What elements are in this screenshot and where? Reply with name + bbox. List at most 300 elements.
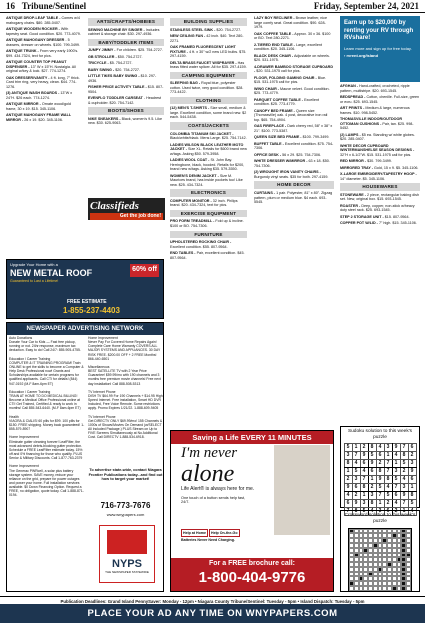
listing-title: LADIES WILSON BLACK LEATHER MOTO JACKET - [170, 142, 244, 152]
nypa-left-column: Auto Donations Donate Your Car to Kids — Fast free pickup, running or not. 24hr response, maximum tax deduction. Easy to do! Call 24/7: 855-905-4755. Education / Career Training COMPUTER & IT TRAINING PROGRAM! Train ONLINE to get the skills to become a Computer & Help Desk Professional now! Grants and Scholarships available for certain programs for qualified applicants. Call CTI for details! (844) 947-0192 (M-F 8am-6pm ET) Education / Career Training TRAIN AT HOME TO DO MEDICAL BILLING! Become a Medical Office Professional online at CTI! Get Trained, Certified & ready to work in months! Call 855-543-6440. (M-F 8am-6pm ET) Health VIAGRA & CIALIS! 60 pills for $99. 100 pills for $150. FREE shipping. Money back guaranteed! 1-855-579-8907 Home Improvement Eliminate gutter cleaning forever! LeafFilter, the most advanced debris-blocking gutter protection. Schedule a FREE LeafFilter estimate today. 15% off and 0% financing for those who qualify. PLUS Senior & Military Discounts. Call 1-877-763-2379 Home Improvement The Generac PWRcell, a solar plus battery storage system. SAVE money, reduce your reliance on the grid, prepare for power outages and power your home. Full installation services available. $0 Down Financing Option. Request a FREE, no obligation, quote today. Call 1-888-871-0194. [9, 336, 85, 498]
listing-details: $15. 807-9564. [384, 214, 410, 219]
classifieds-title: Classifieds [90, 200, 139, 212]
nypa-logo-text: NYPS [112, 558, 142, 570]
listing-title: NEW CEILING FAN - [170, 34, 206, 39]
listing-title: CURTAINS - [254, 191, 276, 196]
nypa-url[interactable]: www.wnypapers.com [106, 512, 145, 517]
listing-title: FISHER PRICE ACTIVITY TABLE - [88, 85, 147, 90]
listing-title: ANTIQUE TRUNK - [6, 49, 39, 54]
classified-listing [254, 191, 334, 205]
section-heading: HOUSEWARES [340, 183, 420, 191]
listing-title: ANTIQUE MAHOGANY FRAME WALL MIRROR - [6, 113, 72, 122]
sudoku-row [344, 491, 416, 499]
classified-listing [170, 132, 247, 141]
sudoku-cell: 3 [352, 475, 360, 483]
listing-details: Ornate wood/gold frame, 30 x 19. $15. 345-1106. [6, 102, 71, 111]
sudoku-cell: 6 [408, 475, 416, 483]
listing-details: Queen size (Thomasville) oak. 4 post, decorative iron rail top. $65. 754-4904. [254, 108, 328, 122]
sudoku-cell: 2 [352, 491, 360, 499]
sudoku-cell: 5 [344, 443, 352, 451]
nypa-phone[interactable]: 716-773-7676 [100, 501, 151, 510]
sudoku-cell: 3 [376, 507, 384, 515]
place-ad-banner[interactable]: PLACE YOUR AD ANY TIME ON WNYPAPERS.COM [0, 604, 425, 623]
sudoku-cell: 9 [360, 451, 368, 459]
sudoku-cell: 3 [392, 467, 400, 475]
classified-listing [340, 204, 420, 213]
classified-listing [170, 61, 247, 70]
classified-listing [88, 74, 164, 83]
listing-title: LAZY BOY RECLINER - [254, 16, 295, 20]
crossword-cell [406, 586, 411, 591]
listing-details: $15. 807-9504. [88, 85, 164, 94]
classifieds-subtitle: Get the job done! [90, 213, 163, 219]
listing-title: THOMASVILLE INDOOR/OUTDOOR OTTOMAN CUSHIONS - [340, 117, 403, 126]
classified-listing [88, 96, 164, 105]
classified-listing [340, 215, 420, 220]
column-furniture-home-decor [254, 16, 334, 441]
sudoku-cell: 7 [360, 475, 368, 483]
classified-listing [170, 174, 247, 188]
listing-title: GAS FIREPLACE - [254, 124, 287, 129]
listing-details: Royal blue, polyester cotton. Used twice, very good condition. $28. 773-4422. [170, 81, 244, 95]
listing-title: BUFFET TABLE - [254, 141, 284, 146]
roof-ad-headline: NEW METAL ROOF [10, 267, 93, 278]
sudoku-cell: 8 [344, 459, 352, 467]
listing-title: LITTLE TIKES BABY SWING - [88, 74, 140, 79]
listing-details: 1 pair. Polyester, 81" x 80". Zigzag pattern, plum or medium blue. $4 each. 693-5545. [254, 191, 333, 205]
listing-title: NIKE SNEAKERS - [88, 116, 121, 121]
classified-listing [88, 117, 164, 126]
sudoku-cell: 3 [360, 499, 368, 507]
sudoku-row [344, 451, 416, 459]
nypa-title: NEWSPAPER ADVERTISING NETWORK [7, 323, 163, 335]
listing-details: Deep, copper, non-stick w/heavy duty steel rack. $25. 693-1545. [340, 203, 415, 213]
classified-listing [88, 85, 164, 94]
listing-title: ART PRINTS - [340, 106, 365, 111]
classified-listing [340, 133, 420, 142]
listing-details: 56 x 29. $25. 754-7306. [282, 152, 322, 157]
sudoku-cell: 8 [368, 499, 376, 507]
listing-details: Medium & large, numerous frames. $10. 998-5452. [340, 106, 410, 115]
sudoku-cell: 1 [384, 451, 392, 459]
sudoku-cell: 6 [376, 451, 384, 459]
classified-listing [254, 54, 334, 63]
sudoku-cell: 2 [360, 443, 368, 451]
classified-listing [340, 166, 420, 171]
sudoku-cell: 4 [352, 459, 360, 467]
classified-listing [340, 221, 420, 226]
life-alert-banner: Saving a Life EVERY 11 MINUTES [171, 431, 333, 444]
sudoku-row [344, 483, 416, 491]
sudoku-cell: 9 [392, 443, 400, 451]
listing-details: Hand-crafted, crocheted, ripple pattern, multistripe. $20. 693-1545. [340, 84, 410, 93]
listing-title: COLOMBIA TITANIUM SKI JACKET - [170, 131, 234, 136]
listing-title: CANOPY BED FRAME - [254, 108, 295, 113]
classified-listing [170, 143, 247, 157]
classified-listing [170, 45, 247, 59]
sudoku-cell: 1 [368, 475, 376, 483]
listing-details: Comes w/4 mahogany chairs. $80. 285-0407. [6, 16, 80, 25]
page-header-left [6, 0, 86, 13]
life-alert-subtext: One touch of a button sends help fast, 24/7. [181, 495, 246, 505]
section-heading: ELECTRONICS [170, 189, 247, 197]
life-alert-ad[interactable] [170, 430, 334, 592]
classified-listing [254, 159, 334, 168]
listing-details: 7" high. $15. 345-1106. [378, 221, 417, 226]
listing-title: ANTIQUE MAHOGANY DRESSER [6, 38, 65, 43]
sudoku-cell: 8 [384, 475, 392, 483]
sudoku-cell: 8 [352, 507, 360, 515]
listing-title: STONEWARE - [340, 192, 366, 197]
listing-title: EVENFLO TODDLER CARSEAT [88, 96, 143, 101]
listing-details: For children. $25. 754-2727. [116, 48, 163, 53]
sudoku-cell: 4 [392, 499, 400, 507]
sudoku-row [344, 499, 416, 507]
listing-details: 63 x 18. $50. 754-7306. [254, 159, 330, 168]
listing-details: Pair, excellent condition. $45. 807-9564. [170, 251, 245, 260]
listing-details: 32 inch. Philips brand. $20. 434-7324, text for pics. [170, 198, 238, 208]
section-heading: BABY/TODDLER ITEMS [88, 39, 164, 47]
listing-details: 4 ft. long, 7" thick. Card trim ring, very heavy, clean. $44. 774-1276. [6, 75, 80, 89]
sudoku-cell: 1 [392, 459, 400, 467]
sudoku-cell: 4 [384, 483, 392, 491]
listing-title: BEDSPREAD - [340, 95, 366, 100]
classified-listing [170, 219, 247, 228]
listing-title: GB STROLLER - [88, 54, 117, 59]
metal-roof-ad[interactable] [6, 259, 164, 319]
listing-title: WHITE DRESSER W/MIRROR - [254, 159, 308, 164]
listing-title: OFFICE DESK - [254, 152, 282, 157]
sudoku-cell: 7 [384, 467, 392, 475]
paper-name: Tribune/Sentinel [21, 1, 87, 11]
sudoku-cell: 4 [408, 507, 416, 515]
sudoku-cell: 4 [344, 491, 352, 499]
sudoku-cell: 4 [360, 467, 368, 475]
roof-ad-discount: 60% off [130, 264, 159, 277]
sudoku-cell: 3 [400, 483, 408, 491]
classified-listing [170, 34, 247, 43]
section-heading: HOME DECOR [254, 181, 334, 189]
listing-details: Black/white/black. Mens Large. $25. 754-7142. [170, 136, 247, 141]
classified-listing [170, 158, 247, 172]
listing-title: (12) MEN'S T-SHIRTS - [170, 106, 210, 111]
sudoku-cell: 2 [376, 459, 384, 467]
sudoku-row [344, 467, 416, 475]
listing-title: WING CHAIR - [254, 86, 279, 91]
listing-title: (3) ANTIQUE WASH BOARDS - [6, 91, 60, 96]
listing-details: Has brass fitted water splicer. All for $35. 297-4159. [170, 60, 247, 70]
listing-details: $50. 754-2727. [117, 54, 143, 59]
column-building-clothing-furniture [170, 16, 247, 441]
sudoku-cell: 5 [368, 451, 376, 459]
sudoku-cell: 7 [384, 459, 392, 467]
listing-details: Gold, 15 x 9. $5. 345-1106. [374, 165, 419, 170]
classified-listing [88, 55, 164, 60]
rvshare-ad[interactable] [340, 16, 420, 82]
classified-listing [6, 16, 82, 25]
classified-listing [88, 68, 164, 73]
sudoku-cell: 9 [368, 459, 376, 467]
listing-details: Excellent condition. $55. 807-9564. [170, 244, 228, 249]
section-heading: BOOTS/SHOES [88, 107, 164, 115]
sudoku-cell: 7 [392, 483, 400, 491]
page-header [0, 0, 425, 13]
sudoku-cell: 9 [376, 475, 384, 483]
life-alert-headline-1: I'm never [181, 445, 238, 462]
roof-ad-guarantee: Guaranteed to Last a Lifetime! [10, 278, 59, 283]
sudoku-cell: 6 [360, 459, 368, 467]
life-alert-photo [274, 445, 330, 535]
listing-details: $20. 531-1975 call for pics. [256, 69, 301, 74]
section-heading: ARTS/CRAFTS/HOBBIES [88, 18, 164, 26]
page-number: 16 [6, 1, 15, 11]
column-home-decor-housewares [340, 84, 420, 459]
life-alert-help-badges [181, 531, 240, 543]
rvshare-ad-subtitle: Learn more and sign up for free today. [344, 45, 412, 51]
classified-listing [254, 98, 334, 107]
listing-title: STEP 2 STORAGE UNIT - [340, 214, 384, 219]
sudoku-cell: 3 [368, 491, 376, 499]
sudoku-cell: 1 [408, 483, 416, 491]
listing-details: 26 x 19. $20. 345-1106. [24, 117, 63, 122]
rvshare-ad-title: Earn up to $20,000 by renting your RV through RVshare! [344, 20, 414, 41]
sudoku-cell: 5 [352, 467, 360, 475]
column-arts-baby-boots [88, 16, 164, 212]
life-alert-headline-2: alone [181, 461, 235, 488]
listing-title: ANTIQUE MIRROR - [6, 102, 41, 107]
sudoku-cell: 6 [344, 499, 352, 507]
classifieds-banner [88, 198, 165, 220]
listing-title: BABY SWING - [88, 67, 115, 72]
batteries-note: Batteries Never Need Charging. [181, 538, 235, 543]
sudoku-cell: 6 [352, 483, 360, 491]
sudoku-cell: 3 [408, 459, 416, 467]
section-heading: CLOTHING [170, 97, 247, 105]
listing-details: $5 ea. Standing w/ white globes. $20. 285-0407. [340, 132, 415, 142]
listing-title: (2) WROUGHT IRON VANITY CHAIRS - [254, 170, 321, 175]
classified-listing [170, 240, 247, 249]
listing-title: OAK COFFEE TABLE - [254, 31, 294, 36]
classified-listing [254, 153, 334, 158]
sudoku-cell: 2 [408, 451, 416, 459]
roof-ad-small: Upgrade Your Home with a [10, 262, 58, 267]
sudoku-cell: 7 [376, 491, 384, 499]
sudoku-cell: 9 [400, 491, 408, 499]
classified-listing [254, 16, 334, 30]
listing-details: 32"H x 6-1/2"W. $15. 531-1975 call for pics. [340, 152, 412, 157]
life-alert-phone[interactable]: 1-800-404-9776 [198, 568, 306, 586]
listing-title: MIRRORED TRAY - [340, 165, 373, 170]
crossword-grid [348, 528, 412, 592]
listing-title: FLOOR, FOLDING GAMING CHAIR - [254, 75, 317, 80]
listing-title: 4-DRAWER BAMBOO STORAGE CUPBOARD - [254, 64, 334, 74]
sudoku-grid [344, 443, 417, 516]
classified-listing [254, 124, 334, 133]
listing-title: ANTIQUE WOODEN ROCKER - [6, 27, 60, 32]
listing-title: BLACK DESK CHAIR - [254, 53, 294, 58]
listing-title: TRICYCLE - [88, 61, 109, 66]
listing-title: PARQUET COFFEE TABLE - [254, 97, 304, 102]
listing-details: - Headrest & cupholder. $20. 754-7142. [88, 96, 162, 105]
listing-title: WHITE DECOR CUPBOARD WINTERMANSHELSE SEASON DESIGNS - [340, 143, 415, 153]
listing-details: 13"W x 24"H. $26 each. 774-1274. [6, 91, 73, 100]
life-alert-text: Life Alert® is always here for me. [181, 486, 255, 493]
sudoku-cell: 9 [352, 499, 360, 507]
listing-details: Dark cherry red, 58" x 38" x 21". $100. 773-5387. [254, 124, 333, 133]
sudoku-cell: 8 [376, 467, 384, 475]
sudoku-solution [340, 426, 420, 515]
sudoku-cell: 4 [376, 443, 384, 451]
crossword-title: Crossword solution to this week's puzzle [344, 513, 416, 524]
sudoku-title: Sudoku solution to this week's puzzle [347, 429, 413, 440]
nypa-ad-network [6, 322, 164, 592]
listing-title: 2-TIERED END TABLE - [254, 42, 295, 47]
section-heading: BUILDING SUPPLIES [170, 18, 247, 26]
classified-listing [254, 65, 334, 74]
listing-details: - 5 drawers, dresser on wheels. $100. 799-3499. [6, 38, 80, 47]
classified-listing [254, 142, 334, 151]
section-heading: EXERCISE EQUIPMENT [170, 210, 247, 218]
listing-title: SLEEPING BAG - [170, 81, 201, 86]
listing-details: $5. 754-2727. [109, 61, 133, 66]
sudoku-cell: 8 [368, 443, 376, 451]
sudoku-cell: 8 [360, 483, 368, 491]
sudoku-cell: 2 [344, 475, 352, 483]
sudoku-cell: 3 [344, 451, 352, 459]
nypa-cta: To advertise state-wide, contact Niagara Frontier Publications today...and find out how to target your market! [88, 468, 163, 482]
sudoku-cell: 6 [368, 467, 376, 475]
classified-listing [6, 38, 82, 47]
listing-title: SEWING MACHINE BY SINGER - [88, 27, 145, 32]
classified-listing [6, 49, 82, 58]
listing-details: St. John Bay. Herringbone, black, hooded. Retails for $200, brand new w/tags. Asking $35. 579-3550. [170, 158, 245, 172]
listing-title: ANTIQUE COUNTER TOP PEANUT DISPENSER - [6, 60, 67, 69]
classified-listing [6, 102, 82, 111]
sudoku-cell: 8 [408, 491, 416, 499]
section-heading: COATS/JACKETS [170, 122, 247, 130]
classified-listing [170, 106, 247, 120]
rvshare-ad-url[interactable]: › rvrent.org/island [344, 53, 379, 59]
classified-listing [254, 32, 334, 41]
classified-listing [340, 193, 420, 202]
listing-title: OAK FRAMED FLUORESCENT LIGHT FIXTURE - [170, 45, 236, 54]
sudoku-cell: 1 [344, 467, 352, 475]
listing-details: 42 inch. $40. Text 280-2271. [170, 34, 244, 43]
classified-listing [254, 87, 334, 96]
nypa-logo-subtext: THE NEWSPAPER STATEWIDE [105, 570, 149, 575]
classified-listing [88, 48, 164, 53]
classified-listing [340, 84, 420, 93]
listing-title: ANTIQUE DROP-LEAF TABLE - [6, 16, 61, 20]
classified-listing [340, 106, 420, 115]
sudoku-cell: 7 [352, 451, 360, 459]
classified-listing [340, 95, 420, 104]
classified-listing [6, 113, 82, 122]
listing-details: $20. 754-2727. [115, 67, 140, 72]
listing-title: (2) LAMPS - [340, 132, 361, 137]
sudoku-cell: 6 [392, 491, 400, 499]
column-antiques [6, 16, 82, 271]
listing-title: ROASTER - [340, 203, 361, 208]
listing-details: $100. 799-3499. [302, 135, 330, 140]
classified-listing [6, 91, 82, 100]
classified-listing [170, 28, 247, 33]
sudoku-cell: 4 [392, 451, 400, 459]
listing-details: 4 ft. x 30" w/2 new LED bulbs. $75. 297-4159. [170, 49, 247, 59]
listing-title: COMPUTER MONITOR - [170, 198, 212, 203]
crossword-solution [340, 510, 420, 592]
nypa-logo [99, 525, 155, 583]
listing-details: Burgundy vinyl seats. $35 for both. 297-4159. [254, 174, 329, 179]
classified-listing [254, 170, 334, 179]
sudoku-cell: 2 [384, 499, 392, 507]
help-at-home-badge: Help at Home [183, 531, 206, 535]
sudoku-cell: 4 [400, 475, 408, 483]
classified-listing [88, 61, 164, 66]
nypa-logo-mark [107, 530, 147, 554]
sudoku-cell: 5 [376, 483, 384, 491]
sudoku-cell: 7 [344, 507, 352, 515]
listing-title: WOMEN'S DENIM JACKET - [170, 173, 219, 178]
listing-details: 2 piece, rectangular baking dish set. New, original box. $15. 693-1545. [340, 192, 420, 202]
sudoku-cell: 6 [384, 507, 392, 515]
listing-details: Blue. $15. 531-1975 call for pics. [254, 75, 327, 85]
listing-title: QUEEN SIZE BED FRAME - [254, 135, 302, 140]
sudoku-row [344, 475, 416, 483]
section-heading: CAMPING EQUIPMENT [170, 72, 247, 80]
listing-details: Size XL. Retails for $600 brand new w/tags. Asking $50. 579-3958. [170, 147, 247, 156]
listing-title: STAINLESS STEEL SINK - [170, 27, 216, 32]
roof-ad-phone[interactable]: 1-855-237-4403 [63, 306, 120, 315]
sudoku-row [344, 443, 416, 451]
sudoku-cell: 2 [400, 467, 408, 475]
listing-title: JUMPY JIMMY - [88, 48, 116, 53]
sudoku-cell: 9 [344, 483, 352, 491]
listing-title: END TABLES - [170, 251, 196, 256]
sudoku-cell: 5 [400, 459, 408, 467]
classified-listing [254, 43, 334, 52]
sudoku-cell: 9 [408, 467, 416, 475]
roof-ad-free-estimate: FREE ESTIMATE [67, 299, 107, 305]
listing-title: RED MIRROR - [340, 159, 367, 164]
listing-details: Excellent condition. $25. 773-4779. [254, 97, 320, 107]
life-alert-footer[interactable] [171, 558, 333, 591]
sudoku-cell: 1 [360, 491, 368, 499]
listing-details: $30. 799-3499. [367, 159, 392, 164]
listing-title: LADIES WOOL COAT - [170, 158, 210, 163]
listing-details: Cotton, chenille. Full-size, green or ecru. $25. 693-1545. [340, 95, 420, 104]
sudoku-cell: 1 [376, 499, 384, 507]
classified-listing [340, 159, 420, 164]
listing-details: Size M. Maurices brand, has inside pockets too! Like new. $25. 434-7324. [170, 173, 243, 187]
listing-details: Approx. 30 x 36. $100 or BO. Text 280-2271. [254, 31, 331, 41]
listing-details: Mauve velvet. Good condition. $25. 773-4779. [254, 86, 330, 96]
listing-details: Brown leather, nice large comfy seat. Great condition. $90. 628-1979. [254, 16, 328, 30]
sudoku-cell: 6 [408, 443, 416, 451]
listing-details: $20. 754-2727. [216, 27, 242, 32]
classified-listing [340, 172, 420, 181]
life-alert-free: For a FREE brochure call: [209, 560, 295, 567]
listing-title: COPPER POT W/LID - [340, 221, 378, 226]
sudoku-cell: 7 [400, 443, 408, 451]
listing-details: Adjustable on wheels. $20. 531-1975. [254, 53, 330, 63]
listing-title: DELTA BRASS FAUCET W/SPRAYER - [170, 60, 237, 65]
sudoku-cell: 5 [360, 507, 368, 515]
listing-title: PRO FORM TREADMILL - [170, 219, 215, 224]
sudoku-cell: 2 [368, 483, 376, 491]
page-date: Friday, September 24, 2021 [313, 1, 419, 11]
listing-details: Large, excellent condition. $20. 345-1106. [254, 42, 322, 52]
